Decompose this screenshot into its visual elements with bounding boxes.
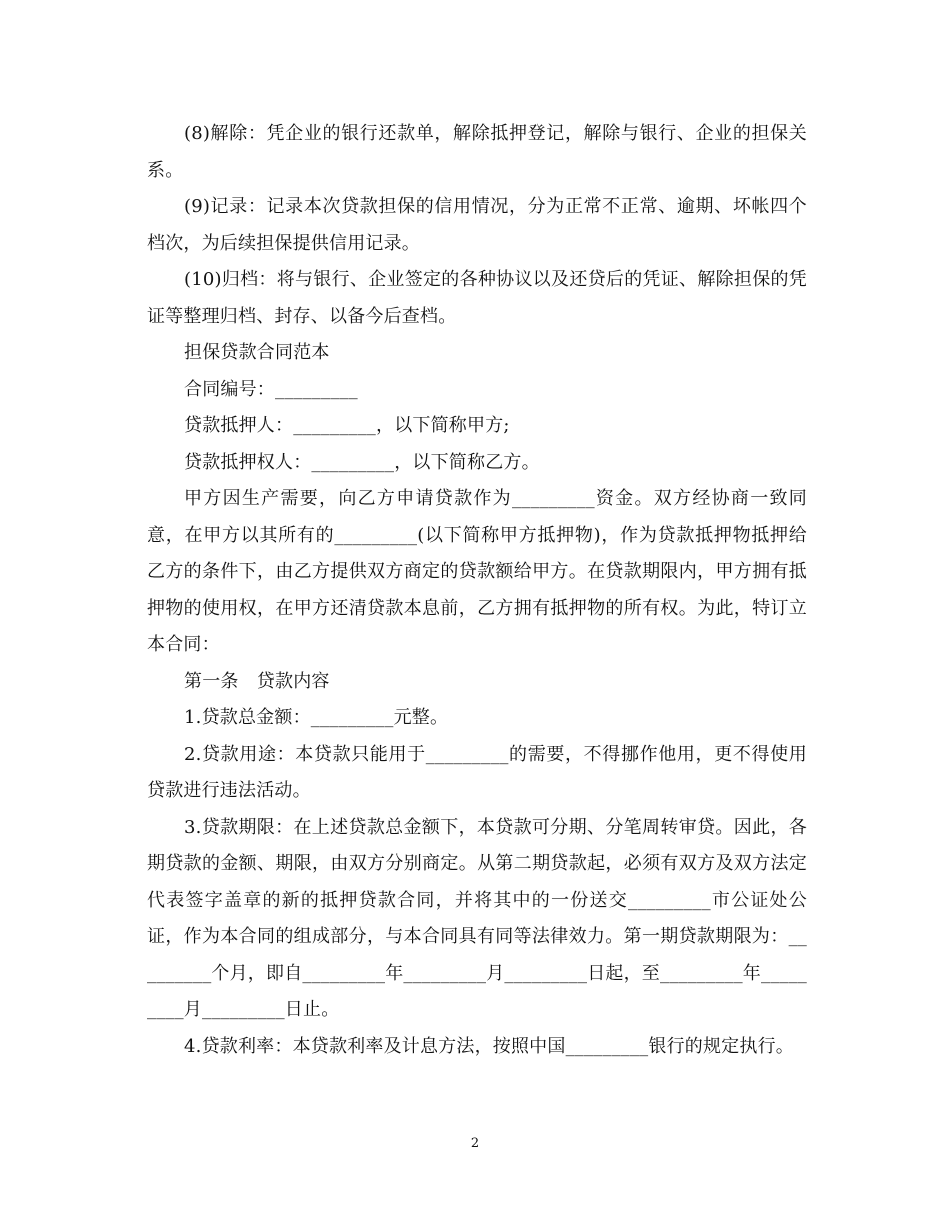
paragraph-preamble: 甲方因生产需要，向乙方申请贷款作为_________资金。双方经协商一致同意，在甲方以其所有的_________(以下简称甲方抵押物)，作为贷款抵押物抵押给乙方的条件下，由乙方提供双方商定的贷款额给甲方。在贷款期限内，甲方拥有抵押物的使用权，在甲方还清贷款本息前，乙方拥有抵押物的所有权。为此，特订立本合同： — [147, 488, 807, 655]
paragraph-archive: (10)归档：将与银行、企业签定的各种协议以及还贷后的凭证、解除担保的凭证等整理归档、封存、以备今后查档。 — [147, 269, 807, 327]
page-number: 2 — [470, 1136, 480, 1151]
clause-loan-purpose: 2.贷款用途：本贷款只能用于_________的需要，不得挪作他用，更不得使用贷款进行违法活动。 — [147, 743, 807, 801]
paragraph-release: (8)解除：凭企业的银行还款单，解除抵押登记，解除与银行、企业的担保关系。 — [147, 123, 807, 181]
clause-interest-rate: 4.贷款利率：本贷款利率及计息方法，按照中国_________银行的规定执行。 — [184, 1035, 794, 1057]
mortgagor-line: 贷款抵押人：_________，以下简称甲方; — [184, 415, 510, 436]
clause-loan-amount: 1.贷款总金额：_________元整。 — [184, 707, 449, 728]
contract-number: 合同编号：_________ — [184, 378, 358, 400]
contract-title: 担保贷款合同范本 — [184, 342, 330, 363]
paragraph-record: (9)记录：记录本次贷款担保的信用情况，分为正常不正常、逾期、坏帐四个档次，为后续担保提供信用记录。 — [147, 196, 807, 254]
document-body — [147, 116, 807, 1065]
clause-loan-term: 3.贷款期限：在上述贷款总金额下，本贷款可分期、分笔周转审贷。因此，各期贷款的金额、期限，由双方分别商定。从第二期贷款起，必须有双方及双方法定代表签字盖章的新的抵押贷款合同，并将其中的一份送交_________市公证处公证，作为本合同的组成部分，与本合同具有同等法律效力。第一期贷款期限为：_________个月，即自_________年_________月_________日起，至_________年_________月_________日止。 — [147, 816, 807, 1020]
article-one-heading: 第一条 贷款内容 — [184, 670, 330, 692]
mortgagee-line: 贷款抵押权人：_________，以下简称乙方。 — [184, 451, 540, 473]
